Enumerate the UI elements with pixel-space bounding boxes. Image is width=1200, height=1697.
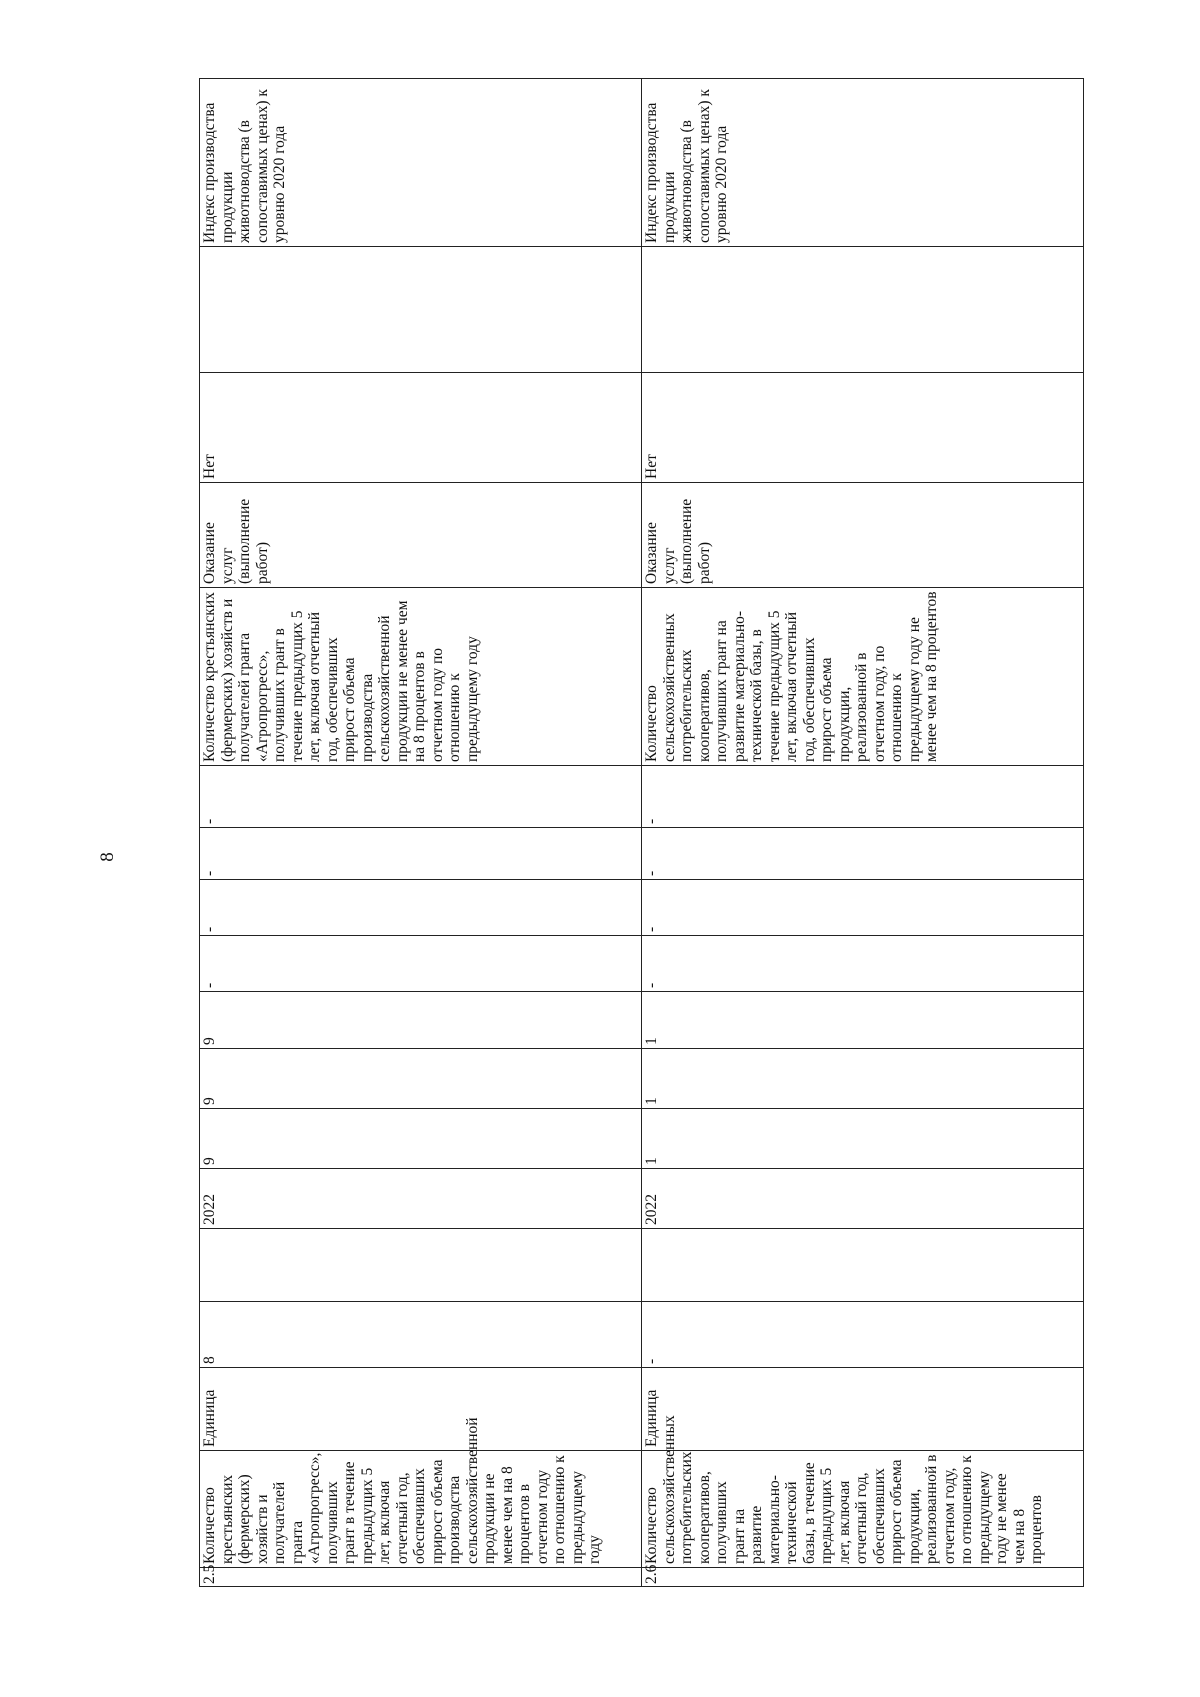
empty-cell: [642, 1229, 1084, 1302]
empty-cell: [200, 247, 642, 373]
empty-cell: [200, 1229, 642, 1302]
value-cell: -: [642, 828, 1084, 880]
base-value: -: [642, 1302, 1084, 1368]
value-cell: 9: [200, 992, 642, 1049]
result-description: Количество крестьянских (фермерских) хозяйств и получателей гранта «Агропрогресс», получивших грант в течение предыдущих 5 лет, включая отчетный год, обеспечивших прирост объема производства сельскохозяйственной продукции не менее чем на 8 процентов в отчетном году по отношению к предыдущему году: [200, 588, 642, 766]
linked-indicator: Индекс производства продукции животноводства (в сопоставимых ценах) к уровню 2020 года: [200, 79, 642, 247]
result-type: Оказание услуг (выполнение работ): [200, 483, 642, 588]
value-cell: -: [642, 936, 1084, 992]
row-number: 2.6: [642, 1568, 1084, 1587]
value-cell: -: [200, 766, 642, 828]
indicators-table: [199, 78, 1084, 1587]
year-value: 2022: [642, 1169, 1084, 1229]
unit-of-measure: Единица: [200, 1368, 642, 1451]
indicator-name: Количество сельскохозяйственных потребительских кооперативов, получивших грант на развитие материально-технической базы, в течение предыдущих 5 лет, включая отчетный год, обеспечивших прирост объема продукции, реализованной в отчетном году, по отношению к предыдущему году не менее чем на 8 процентов: [642, 1451, 1084, 1568]
result-type: Оказание услуг (выполнение работ): [642, 483, 1084, 588]
value-cell: -: [642, 766, 1084, 828]
result-flag: Нет: [200, 373, 642, 483]
table-row: [642, 79, 1084, 1587]
value-cell: -: [200, 828, 642, 880]
value-cell: 9: [200, 1109, 642, 1169]
value-cell: 1: [642, 992, 1084, 1049]
value-cell: -: [200, 936, 642, 992]
row-number: 2.5: [200, 1568, 642, 1587]
base-value: 8: [200, 1302, 642, 1368]
value-cell: -: [642, 880, 1084, 936]
year-value: 2022: [200, 1169, 642, 1229]
table-row: [200, 79, 642, 1587]
result-flag: Нет: [642, 373, 1084, 483]
unit-of-measure: Единица: [642, 1368, 1084, 1451]
value-cell: -: [200, 880, 642, 936]
linked-indicator: Индекс производства продукции животноводства (в сопоставимых ценах) к уровню 2020 года: [642, 79, 1084, 247]
value-cell: 9: [200, 1049, 642, 1109]
value-cell: 1: [642, 1049, 1084, 1109]
indicator-name: Количество крестьянских (фермерских) хозяйств и получателей гранта «Агропрогресс», получивших грант в течение предыдущих 5 лет, включая отчетный год, обеспечивших прирост объема производства сельскохозяйственной продукции не менее чем на 8 процентов в отчетном году по отношению к предыдущему году: [200, 1451, 642, 1568]
result-description: Количество сельскохозяйственных потребительских кооперативов, получивших грант на развитие материально-технической базы, в течение предыдущих 5 лет, включая отчетный год, обеспечивших прирост объема продукции, реализованной в отчетном году, по отношению к предыдущему году не менее чем на 8 процентов: [642, 588, 1084, 766]
rotated-table-container: [199, 89, 1083, 1587]
empty-cell: [642, 247, 1084, 373]
value-cell: 1: [642, 1109, 1084, 1169]
page-number: 8: [97, 852, 118, 862]
